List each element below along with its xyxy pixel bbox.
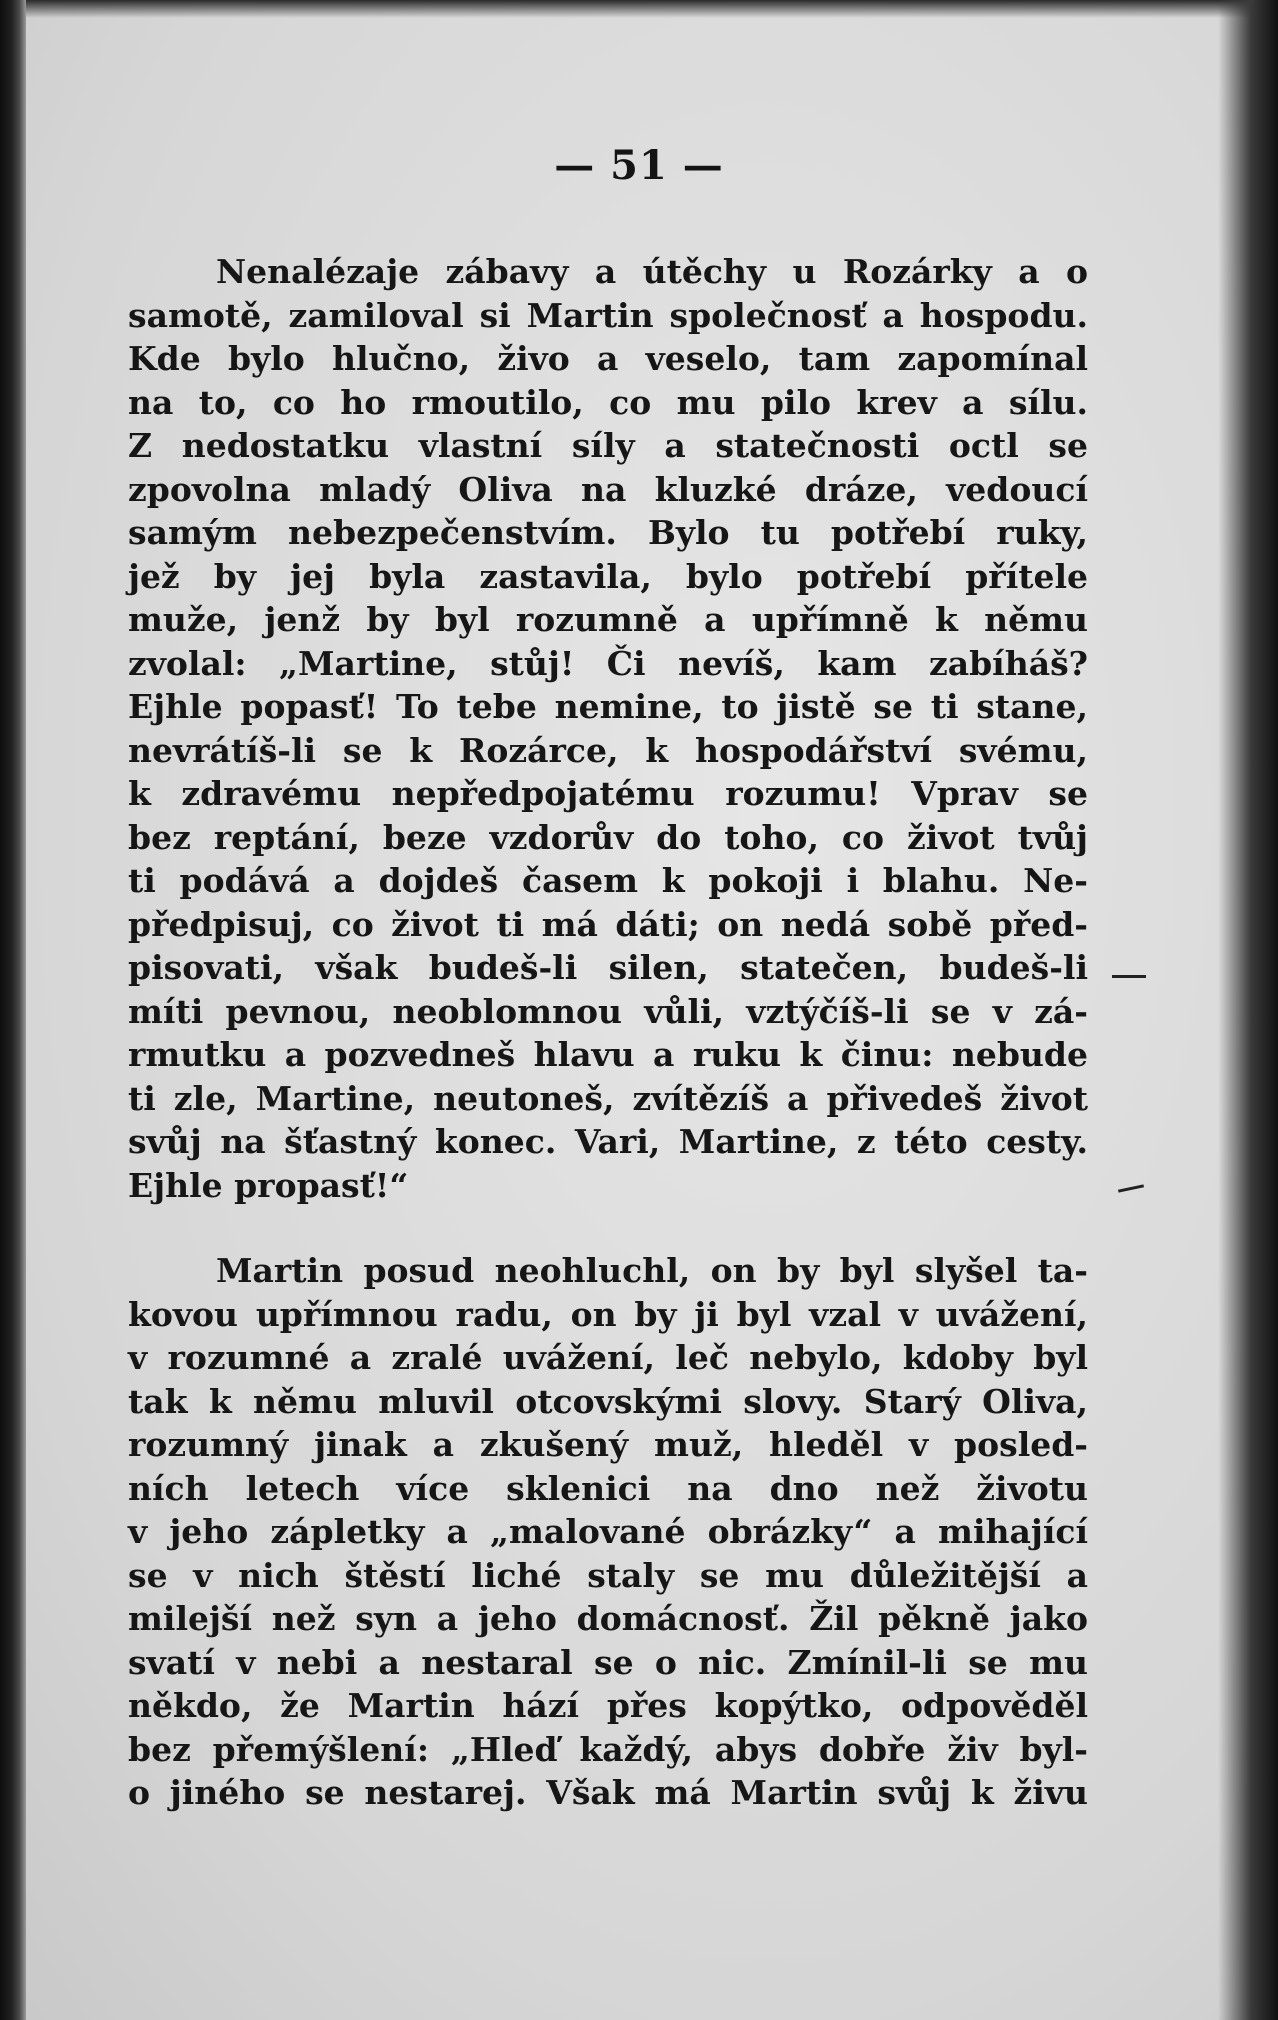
text-line: pisovati, však budeš-li silen, statečen, budeš-li xyxy=(128,948,1088,987)
text-line: muže, jenž by byl rozumně a upřímně k němu xyxy=(128,600,1088,639)
paragraph xyxy=(128,1249,1088,1815)
text-line: na to, co ho rmoutilo, co mu pilo krev a sílu. xyxy=(128,382,1088,422)
text-line: samotě, zamiloval si Martin společnosť a hospodu. xyxy=(128,295,1088,335)
text-line: se v nich štěstí liché staly se mu důležitější a xyxy=(128,1555,1088,1595)
text-line: v rozumné a zralé uvážení, leč nebylo, kdoby byl xyxy=(128,1338,1088,1377)
text-line: svatí v nebi a nestaral se o nic. Zmínil-li se mu xyxy=(128,1642,1088,1682)
paragraph xyxy=(128,250,1088,1207)
text-line: svůj na šťastný konec. Vari, Martine, z této cesty. xyxy=(128,1122,1088,1161)
page-top-shadow xyxy=(0,0,1278,18)
text-line: zvolal: „Martine, stůj! Či nevíš, kam zabíháš? xyxy=(128,643,1088,683)
text-line: Kde bylo hlučno, živo a veselo, tam zapomínal xyxy=(128,339,1088,378)
text-line: Ejhle popasť! To tebe nemine, to jistě se ti stane, xyxy=(128,687,1088,726)
text-line: rmutku a pozvedneš hlavu a ruku k činu: nebude xyxy=(128,1035,1088,1074)
text-line: Nenalézaje zábavy a útěchy u Rozárky a o xyxy=(216,252,1088,291)
text-line: bez přemýšlení: „Hleď každý, abys dobře živ byl- xyxy=(128,1729,1088,1769)
text-line: Ejhle propasť!“ xyxy=(128,1165,409,1205)
text-line: k zdravému nepředpojatému rozumu! Vprav se xyxy=(128,774,1088,813)
text-line: o jiného se nestarej. Však má Martin svůj k živu xyxy=(128,1773,1088,1812)
text-line: ti zle, Martine, neutoneš, zvítězíš a přivedeš život xyxy=(128,1078,1088,1118)
margin-dash-mark xyxy=(1118,1184,1144,1192)
text-line: samým nebezpečenstvím. Bylo tu potřebí ruky, xyxy=(128,513,1088,552)
text-line: Martin posud neohluchl, on by byl slyšel ta- xyxy=(216,1251,1088,1290)
text-line: míti pevnou, neoblomnou vůli, vztýčíš-li se v zá- xyxy=(128,991,1088,1031)
text-line: jež by jej byla zastavila, bylo potřebí přítele xyxy=(128,556,1088,596)
text-line: ních letech více sklenici na dno než životu xyxy=(128,1468,1088,1508)
text-line: bez reptání, beze vzdorův do toho, co život tvůj xyxy=(128,817,1088,857)
text-line: Z nedostatku vlastní síly a statečnosti octl se xyxy=(128,426,1088,465)
body-text xyxy=(128,250,1088,1815)
text-line: předpisuj, co život ti má dáti; on nedá sobě před- xyxy=(128,904,1088,944)
margin-dash-mark xyxy=(1112,975,1146,978)
text-line: rozumný jinak a zkušený muž, hleděl v posled- xyxy=(128,1425,1088,1464)
text-line: kovou upřímnou radu, on by ji byl vzal v uvážení, xyxy=(128,1294,1088,1334)
text-line: někdo, že Martin hází přes kopýtko, odpověděl xyxy=(128,1686,1088,1725)
text-line: zpovolna mladý Oliva na kluzké dráze, vedoucí xyxy=(128,469,1088,509)
page-number: — 51 — xyxy=(554,142,724,189)
page-right-edge xyxy=(1218,0,1278,2020)
text-line: nevrátíš-li se k Rozárce, k hospodářství svému, xyxy=(128,730,1088,770)
page-binding-edge xyxy=(0,0,26,2020)
text-line: tak k němu mluvil otcovskými slovy. Starý Oliva, xyxy=(128,1381,1088,1421)
text-line: ti podává a dojdeš časem k pokoji i blahu. Ne- xyxy=(128,861,1088,900)
text-line: v jeho zápletky a „malované obrázky“ a mihající xyxy=(128,1512,1088,1551)
text-line: milejší než syn a jeho domácnosť. Žil pěkně jako xyxy=(128,1599,1088,1638)
